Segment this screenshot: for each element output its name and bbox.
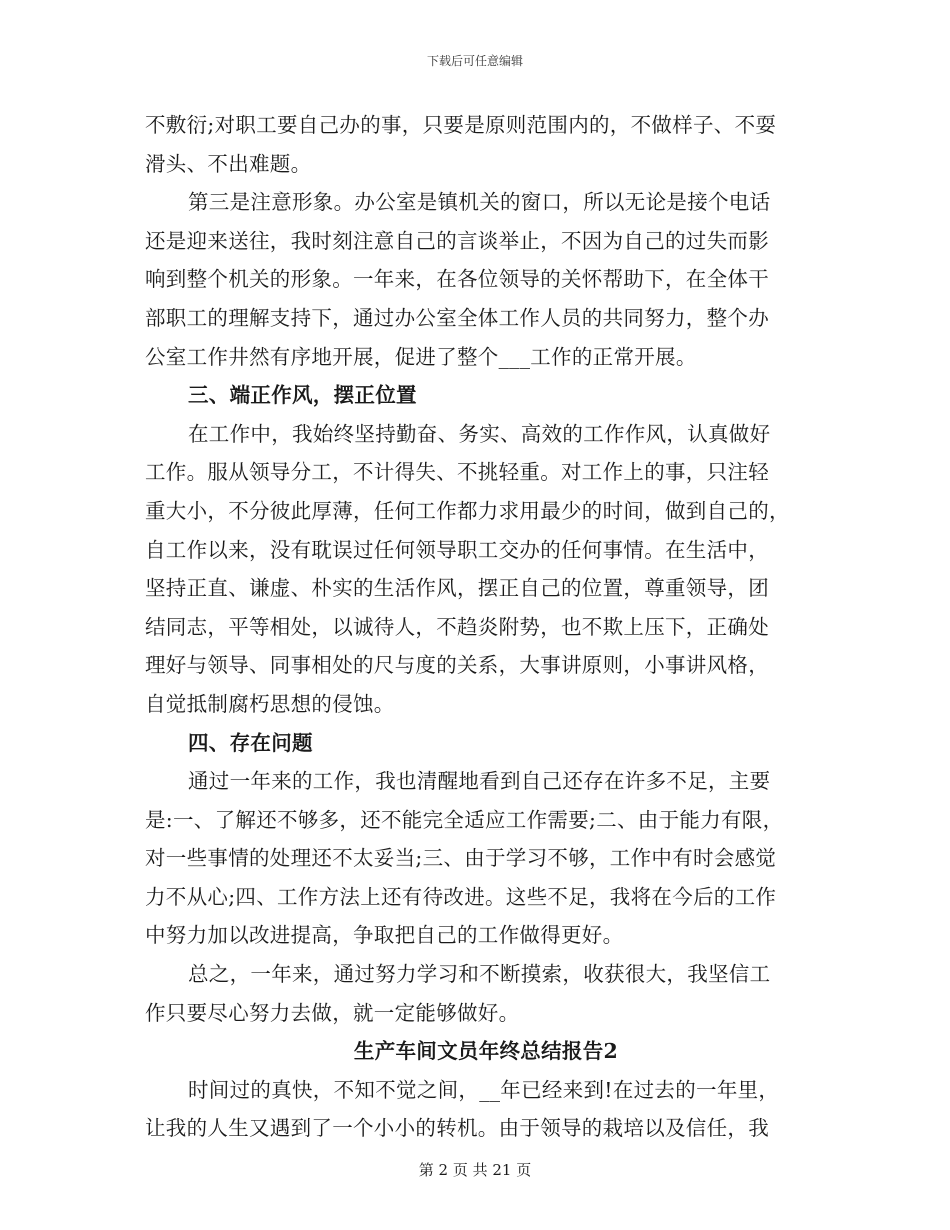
text-line: 理好与领导、同事相处的尺与度的关系，大事讲原则，小事讲风格， (145, 653, 769, 678)
text-line: 中努力加以改进提高，争取把自己的工作做得更好。 (145, 923, 624, 948)
text-line: 滑头、不出难题。 (145, 151, 312, 176)
text-line: 工作。服从领导分工，不计得失、不挑轻重。对工作上的事，只注轻 (145, 460, 769, 485)
text-line: 不敷衍;对职工要自己办的事，只要是原则范围内的，不做样子、不耍 (145, 113, 777, 137)
page-header: 下载后可任意编辑 (426, 54, 523, 68)
text-line: 让我的人生又遇到了一个小小的转机。由于领导的栽培以及信任，我 (145, 1116, 769, 1141)
text-line: 时间过的真快，不知不觉之间，__年已经来到!在过去的一年里， (188, 1077, 780, 1102)
section-heading: 四、存在问题 (188, 730, 313, 755)
report-title: 生产车间文员年终总结报告2 (353, 1039, 619, 1064)
text-line: 在工作中，我始终坚持勤奋、务实、高效的工作作风，认真做好 (188, 421, 771, 446)
text-line: 还是迎来送往，我时刻注意自己的言谈举止，不因为自己的过失而影 (145, 228, 769, 253)
text-line: 总之，一年来，通过努力学习和不断摸索，收获很大，我坚信工 (188, 962, 771, 987)
text-line: 是:一、了解还不够多，还不能完全适应工作需要;二、由于能力有限， (145, 807, 784, 832)
section-heading: 三、端正作风，摆正位置 (188, 383, 417, 408)
text-line: 部职工的理解支持下，通过办公室全体工作人员的共同努力，整个办 (145, 305, 769, 330)
text-line: 对一些事情的处理还不太妥当;三、由于学习不够，工作中有时会感觉 (145, 846, 777, 871)
text-line: 力不从心;四、工作方法上还有待改进。这些不足，我将在今后的工作 (145, 884, 777, 909)
text-line: 通过一年来的工作，我也清醒地看到自己还存在许多不足，主要 (188, 769, 771, 794)
text-line: 作只要尽心努力去做，就一定能够做好。 (145, 1000, 520, 1025)
text-line: 公室工作井然有序地开展，促进了整个___工作的正常开展。 (145, 344, 697, 369)
text-line: 第三是注意形象。办公室是镇机关的窗口，所以无论是接个电话 (188, 190, 771, 215)
text-line: 坚持正直、谦虚、朴实的生活作风，摆正自己的位置，尊重领导，团 (145, 576, 769, 601)
text-line: 自觉抵制腐朽思想的侵蚀。 (145, 691, 395, 716)
text-line: 结同志，平等相处，以诚待人，不趋炎附势，也不欺上压下，正确处 (145, 614, 769, 639)
text-line: 响到整个机关的形象。一年来，在各位领导的关怀帮助下，在全体干 (145, 267, 769, 292)
page-number: 第 2 页 共 21 页 (418, 1161, 532, 1179)
text-line: 重大小，不分彼此厚薄，任何工作都力求用最少的时间，做到自己的， (145, 498, 790, 523)
text-line: 自工作以来，没有耽误过任何领导职工交办的任何事情。在生活中， (145, 537, 769, 562)
document-body (145, 106, 807, 1148)
